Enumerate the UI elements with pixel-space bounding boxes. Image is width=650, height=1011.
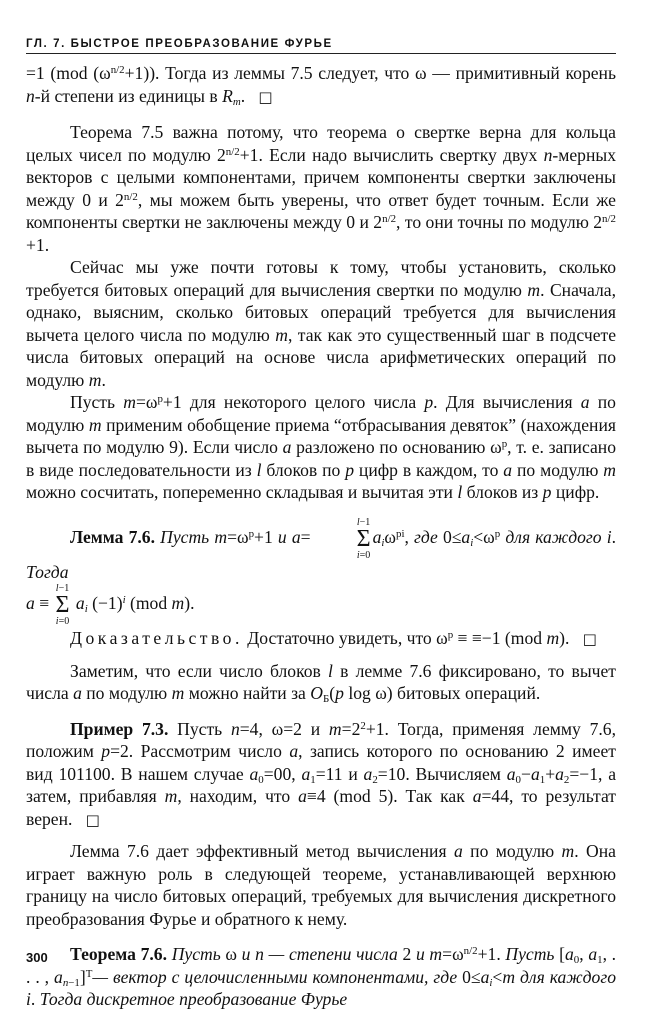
paragraph-theorem-importance: Теорема 7.5 важна потому, что теорема о свертке верна для кольца целых чисел по модулю $2^{n/2}+1$. Если надо вычислить свертку двух n-мерных векторов с целыми компонентами, причем компоненты свертки заключены между 0 и $2^{n/2}$, мы можем быть уверены, что ответ будет точным. Если же компоненты свертки не заключены между 0 и $2^{n/2}$, то они точны по модулю $2^{n/2} +1$. bbox=[26, 122, 616, 255]
lemma-7-6-proof: Доказательство. Достаточно увидеть, что $\omega^p \equiv \equiv-1$ (mod m). □ bbox=[70, 628, 597, 648]
qed-symbol: □ bbox=[582, 630, 597, 648]
proof-label: Доказательство. bbox=[70, 628, 243, 648]
example-7-3-label: Пример 7.3. bbox=[70, 718, 169, 739]
page-number: 300 bbox=[26, 950, 48, 965]
lemma-7-6-formula: a ≡ l−1 Σ i=0 $a_i$ $(-1)^i$ (mod m). bbox=[26, 583, 195, 627]
running-header: ГЛ. 7. БЫСТРОЕ ПРЕОБРАЗОВАНИЕ ФУРЬЕ bbox=[26, 38, 616, 54]
theorem-7-6: Теорема 7.6. Пусть ω и n — степени числа 2 и $m=\omega^{n/2}+1$. Пусть [$a_0$, $a_1$, . . . , $a_{n-1}]^T—$ вектор с целочисленными компонентами, где $0\le a_i<m$ для каждого i. Тогда дискретное преобразование Фурье bbox=[26, 944, 617, 1009]
paragraph-casting-out-nines: Пусть $m=\omega^p+1$ для некоторого целого числа p. Для вычисления a по модулю m применим обобщение приема “отбрасывания девяток” (нахождения вычета по модулю 9). Если число a разложено по основанию $\omega^p$, т. е. записано в виде последовательности из l блоков по p цифр в каждом, то a по модулю m можно сосчитать, попеременно складывая и вычитая эти l блоков из p цифр. bbox=[26, 392, 617, 502]
lemma-7-6-label: Лемма 7.6. bbox=[70, 526, 155, 547]
lemma-7-6: Лемма 7.6. Пусть $m=\omega^p+1$ и a= l−1 Σ i=0 $a_i\omega^{pi}$, где $0\le a_i<\omega^p$ для каждого i. Тогда bbox=[26, 516, 617, 582]
page-body bbox=[26, 62, 616, 1011]
paragraph-bit-operations: Сейчас мы уже почти готовы к тому, чтобы установить, сколько требуется битовых операций для вычисления свертки по модулю m. Сначала, однако, выясним, сколько битовых операций требуется для вычисления вычета целого числа по модулю m, так как это существенный шаг в подсчете числа битовых операций на основе числа арифметических операций по модулю m. bbox=[26, 257, 616, 390]
qed-symbol: □ bbox=[85, 810, 100, 829]
paragraph-lemma-complexity: Заметим, что если число блоков l в лемме 7.6 фиксировано, то вычет числа a по модулю m можно найти за $O_Б(p$ log ω) битовых операций. bbox=[26, 660, 616, 705]
paragraph-proof-end: =1 (mod $(\omega^{n/2}+1)$). Тогда из леммы 7.5 следует, что ω — примитивный корень n-й степени из единицы в $R_m$. □ bbox=[26, 63, 616, 108]
theorem-7-6-label: Теорема 7.6. bbox=[70, 944, 167, 964]
qed-symbol: □ bbox=[258, 87, 273, 106]
paragraph-lemma-usage: Лемма 7.6 дает эффективный метод вычисления a по модулю m. Она играет важную роль в следующей теореме, устанавливающей верхнюю границу на число битовых операций, требуемых для вычисления дискретного преобразования Фурье и обратного к нему. bbox=[26, 841, 616, 929]
example-7-3: Пример 7.3. Пусть n=4, ω=2 и $m=2^2+1$. Тогда, применяя лемму 7.6, положим p=2. Рассмотрим число a, запись которого по основанию 2 имеет вид 101100. В нашем случае $a_0=00$, $a_1=11$ и $a_2=10$. Вычисляем $a_0-a_1+a_2=-1$, а затем, прибавляя m, находим, что a≡4 (mod 5). Так как a=44, то результат верен. □ bbox=[26, 718, 617, 829]
